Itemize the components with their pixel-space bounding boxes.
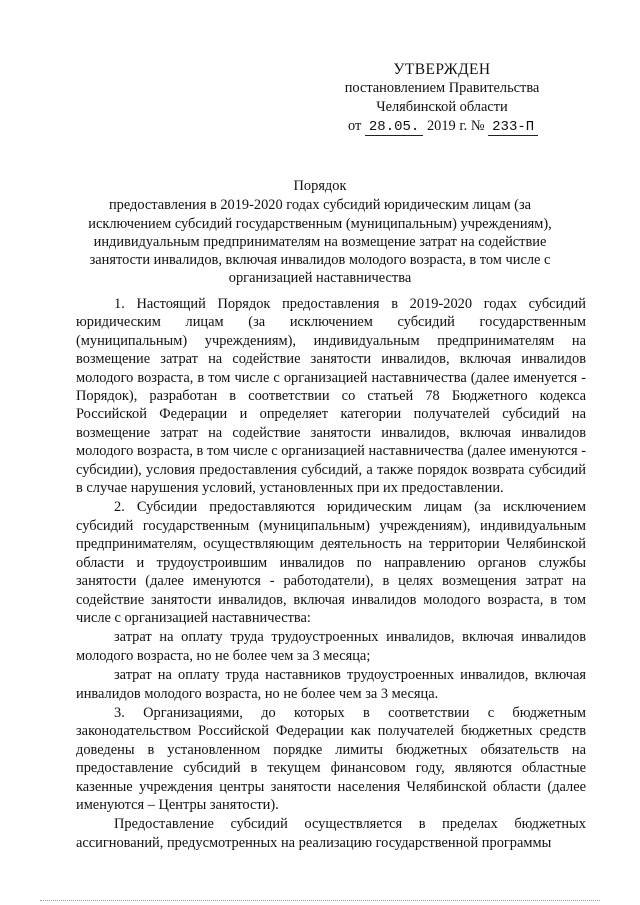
paragraph-1: 1. Настоящий Порядок предоставления в 2019-2020 годах субсидий юридическим лицам (за исключением субсидий государственным (муниципальным) учреждениям), индивидуальным предпринимателям на возмещение затрат на содействие занятости инвалидов, включая инвалидов молодого возраста, в том числе с организацией наставничества (далее именуется - Порядок), разработан в соответствии со статьей 78 Бюджетного кодекса Российской Федерации и определяет категории получателей субсидий на возмещение затрат на содействие занятости инвалидов, включая инвалидов молодого возраста, в том числе с организацией наставничества (далее именуются - субсидии), условия предоставления субсидий, а также порядок возврата субсидий в случае нарушения условий, установленных при их предоставлении. bbox=[76, 296, 586, 497]
date-value: 28.05. bbox=[365, 119, 423, 136]
paragraph-2-item-1: затрат на оплату труда трудоустроенных инвалидов, включая инвалидов молодого возраста, но не более чем за 3 месяца; bbox=[76, 629, 586, 664]
paragraph-2: 2. Субсидии предоставляются юридическим лицам (за исключением субсидий государственным (муниципальным) учреждениям), индивидуальным предпринимателям, осуществляющим деятельность на территории Челябинской области и трудоустроившим инвалидов по направлению органов службы занятости (далее именуются - работодатели), в целях возмещения затрат на содействие занятости инвалидов, включая инвалидов молодого возраста, в том числе с организацией наставничества: bbox=[76, 499, 586, 626]
paragraph-4: Предоставление субсидий осуществляется в пределах бюджетных ассигнований, предусмотренных на реализацию государственной программы bbox=[76, 816, 586, 851]
paragraph-2-item-2: затрат на оплату труда наставников трудоустроенных инвалидов, включая инвалидов молодого возраста, но не более чем за 3 месяца. bbox=[76, 667, 586, 702]
subtitle-line: занятости инвалидов, включая инвалидов молодого возраста, в том числе с bbox=[89, 252, 551, 269]
paragraph-3: 3. Организациями, до которых в соответствии с бюджетным законодательством Российской Федерации как получателей бюджетных средств доведены в установленном порядке лимиты бюджетных обязательств на предоставление субсидий в текущем финансовом году, являются областные казенные учреждения центры занятости населения Челябинской области (далее именуются – Центры занятости). bbox=[76, 704, 586, 813]
subtitle-line: предоставления в 2019-2020 годах субсидий юридическим лицам (за bbox=[108, 197, 532, 214]
document-heading-block bbox=[70, 177, 570, 288]
subtitle-line: исключением субсидий государственным (муниципальным) учреждениям), bbox=[88, 215, 552, 232]
approval-line-2: Челябинской области bbox=[376, 99, 508, 115]
approval-date-number bbox=[322, 117, 562, 137]
page-bottom-edge bbox=[40, 900, 600, 903]
document-body bbox=[76, 295, 586, 852]
approval-title: УТВЕРЖДЕН bbox=[393, 61, 491, 78]
approval-stamp bbox=[322, 60, 562, 137]
document-heading: Порядок bbox=[293, 178, 347, 194]
number-value: 233-П bbox=[488, 119, 538, 136]
approval-line-1: постановлением Правительства bbox=[344, 80, 540, 96]
subtitle-line: индивидуальным предпринимателям на возмещение затрат на содействие bbox=[93, 233, 547, 250]
subtitle-line: организацией наставничества bbox=[228, 270, 412, 287]
date-prefix: от bbox=[348, 118, 362, 134]
year-text: 2019 г. bbox=[426, 118, 468, 134]
number-sign: № bbox=[470, 118, 485, 134]
